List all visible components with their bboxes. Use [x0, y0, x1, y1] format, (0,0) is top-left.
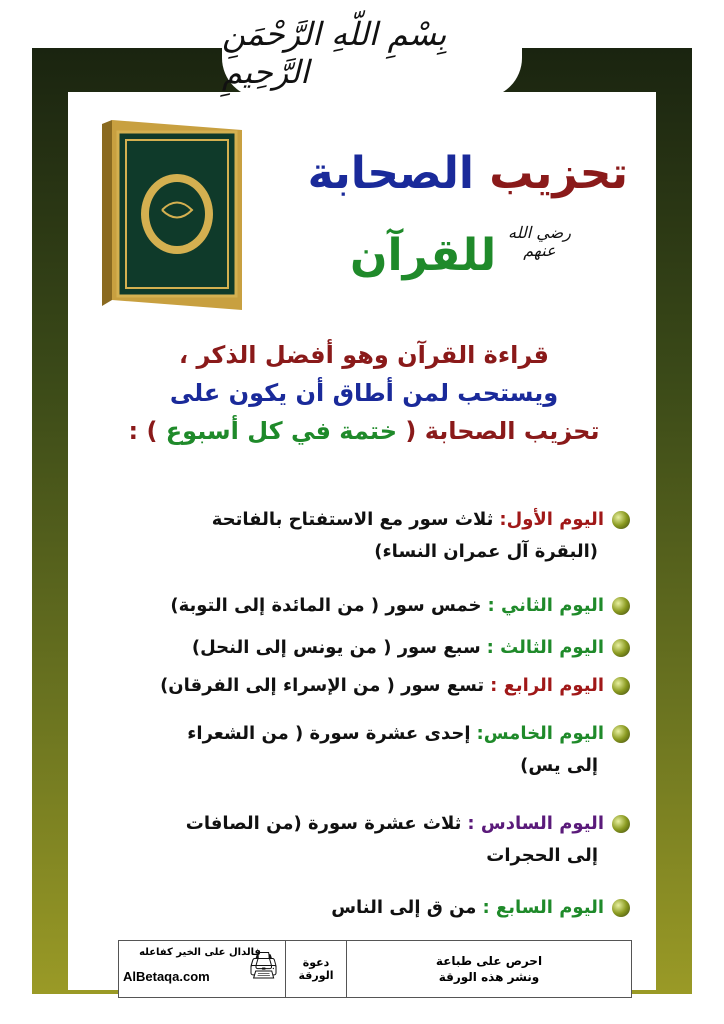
- day-text: تسع سور ( من الإسراء إلى الفرقان): [160, 675, 485, 696]
- bullet-icon: [612, 725, 630, 743]
- footer-right-line-2: ونشر هذه الورقة: [438, 970, 540, 984]
- day-name: اليوم الثاني :: [487, 595, 604, 616]
- day-item-1: [100, 504, 630, 568]
- day-text: من ق إلى الناس: [331, 897, 477, 918]
- day-text: خمس سور ( من المائدة إلى التوبة): [170, 595, 482, 616]
- title-main: [308, 148, 628, 199]
- day-cont: إلى الحجرات: [486, 845, 598, 866]
- day-text: ثلاث سور مع الاستفتاح بالفاتحة: [211, 509, 494, 530]
- day-text: سبع سور ( من يونس إلى النحل): [191, 637, 481, 658]
- honorific: [508, 224, 571, 260]
- bullet-icon: [612, 899, 630, 917]
- day-text: إحدى عشرة سورة ( من الشعراء: [187, 723, 471, 744]
- day-item-6: [100, 808, 630, 872]
- day-cont: (البقرة آل عمران النساء): [374, 541, 598, 562]
- footer-right-line-1: احرص على طباعة: [435, 954, 543, 968]
- day-name: اليوم الخامس:: [476, 723, 604, 744]
- day-item-7: [100, 892, 630, 924]
- title-word-2: الصحابة: [307, 148, 474, 199]
- day-name: اليوم الأول:: [499, 509, 604, 530]
- basmala-calligraphy: بِسْمِ اللّهِ الرَّحْمَنِ الرَّحِيمِ: [222, 8, 522, 98]
- footer-right: [347, 941, 631, 997]
- day-name: اليوم الثالث :: [486, 637, 604, 658]
- title-line-2: للقرآن: [350, 230, 497, 281]
- intro-line-3: [96, 412, 632, 450]
- bullet-icon: [612, 677, 630, 695]
- day-cont: إلى يس): [520, 755, 598, 776]
- bullet-icon: [612, 815, 630, 833]
- footer-slogan: فالدال على الخير كفاعله: [139, 947, 261, 958]
- day-name: اليوم السادس :: [467, 813, 604, 834]
- footer-logo: دعوة الورقة: [286, 941, 347, 997]
- day-item-5: [100, 718, 630, 782]
- footer-banner: [118, 940, 632, 998]
- day-name: اليوم الرابع :: [490, 675, 604, 696]
- intro-line-3a: تحزيب الصحابة (: [405, 417, 600, 445]
- intro-line-1: قراءة القرآن وهو أفضل الذكر ،: [179, 341, 549, 369]
- intro-line-3b: ختمة في كل أسبوع: [165, 417, 398, 445]
- bullet-icon: [612, 511, 630, 529]
- footer-left: [119, 941, 286, 997]
- day-item-2: [100, 590, 630, 622]
- honorific-line-2: عنهم: [523, 241, 556, 260]
- day-name: اليوم السابع :: [482, 897, 604, 918]
- quran-book-image: [92, 110, 262, 320]
- intro-line-2: ويستحب لمن أطاق أن يكون على: [169, 379, 559, 407]
- honorific-line-1: رضي الله: [508, 223, 571, 242]
- day-text: ثلاث عشرة سورة (من الصافات: [185, 813, 462, 834]
- bullet-icon: [612, 639, 630, 657]
- title-word-1: تحزيب: [489, 148, 628, 199]
- intro-text: [96, 336, 632, 450]
- intro-line-3c: ) :: [128, 417, 158, 445]
- printer-icon: 🖨: [247, 951, 281, 981]
- day-item-3: [100, 632, 630, 664]
- bullet-icon: [612, 597, 630, 615]
- day-item-4: [100, 670, 630, 702]
- footer-website-link[interactable]: AlBetaqa.com: [123, 969, 210, 984]
